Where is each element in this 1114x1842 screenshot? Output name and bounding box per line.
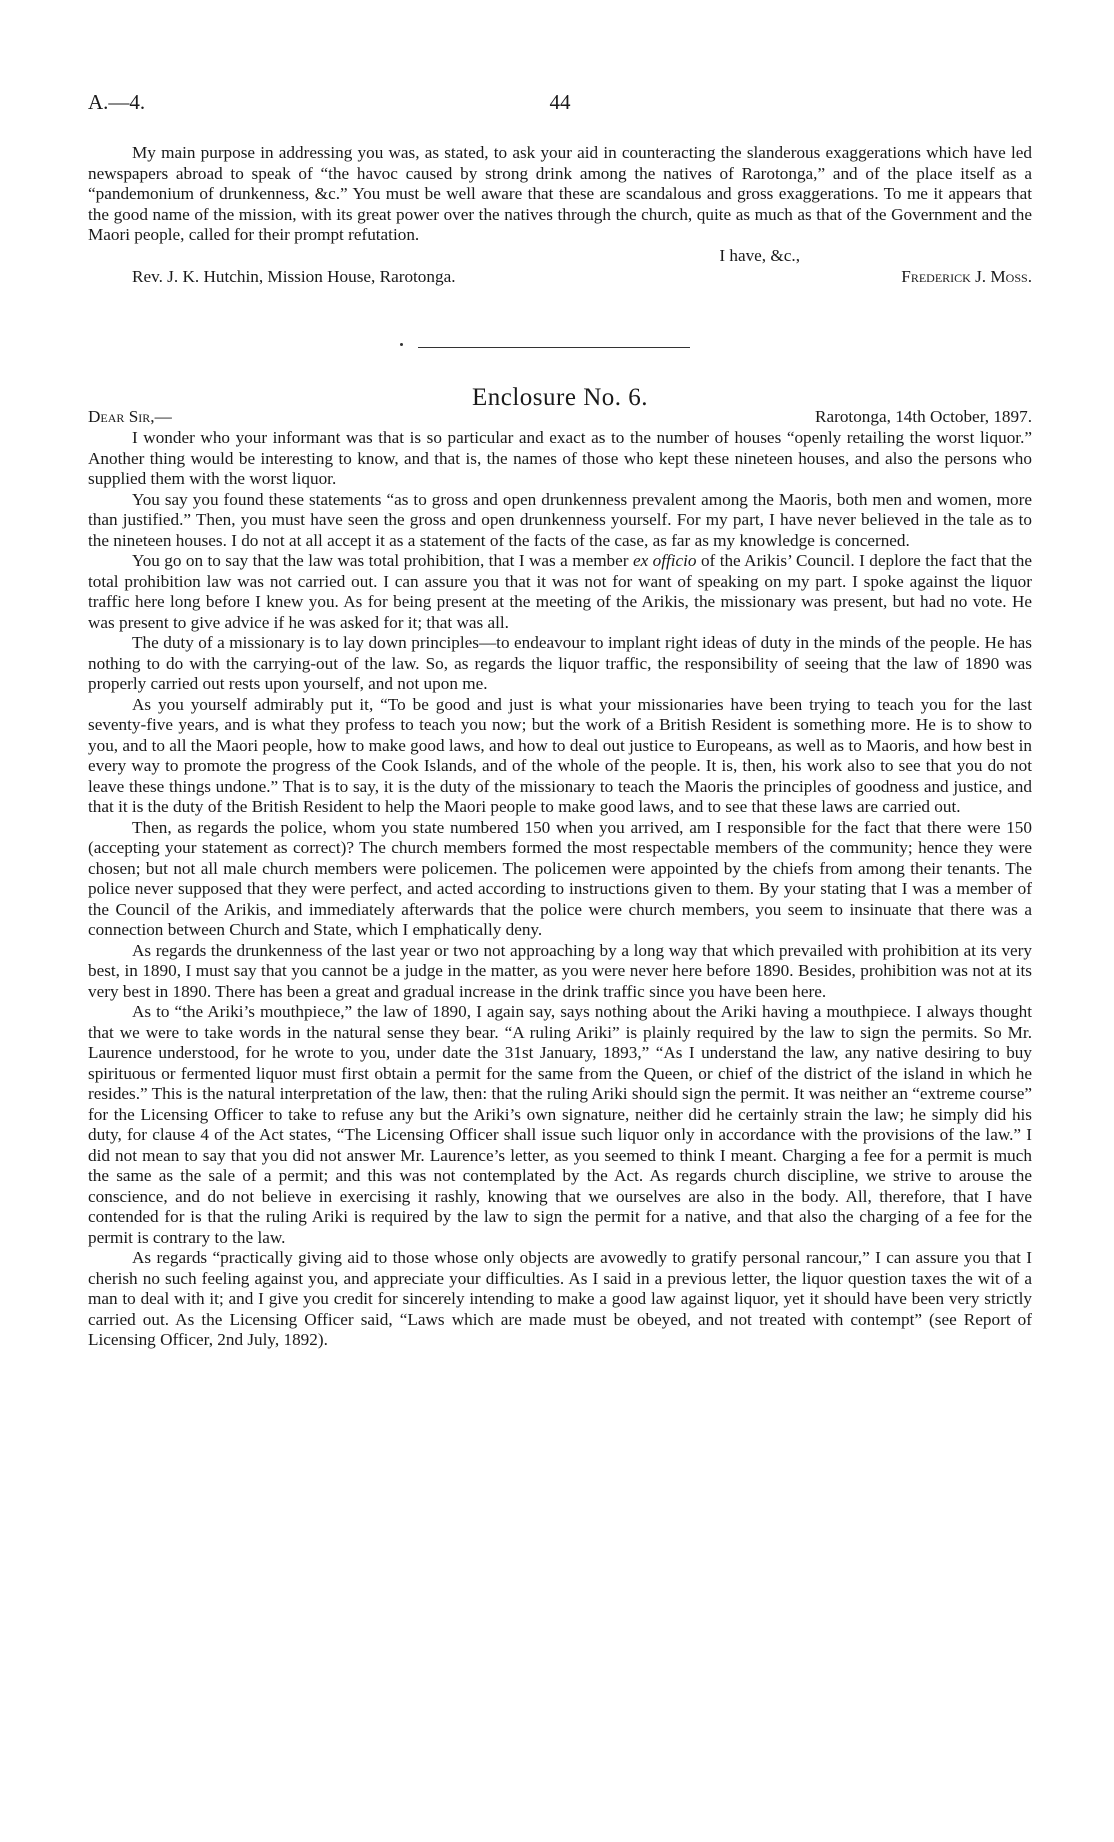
separator-rule <box>418 347 690 348</box>
document-reference: A.—4. <box>88 90 146 114</box>
paragraph-2: You say you found these statements “as to gross and open drunkenness prevalent among the Maoris, both men and women, more than justified.” Then, you must have seen the gross and open drunkenness yourself. For my part, I have never believed in the tale as to the nineteen houses. I do not at all accept it as a statement of the facts of the case, as far as my knowledge is concerned. <box>88 489 1032 550</box>
paragraph-5: As you yourself admirably put it, “To be good and just is what your missionaries have been trying to teach you for the last seventy-five years, and is what they profess to teach you now; but the work of a British Resident is something more. He is to show to you, and to all the Maori people, how to make good laws, and how to deal out justice to Europeans, as well as to Maoris, and how best in every way to promote the progress of the Cook Islands, and of the whole of the people. It is, then, his work also to see that you do not leave these things undone.” That is to say, it is the duty of the missionary to teach the Maoris the principles of goodness and justice, and that it is the duty of the British Resident to help the Maori people to make good laws, and to see that these laws are carried out. <box>88 694 1032 816</box>
separator-dot <box>400 343 403 346</box>
closing-row <box>88 246 1032 267</box>
paragraph-3 <box>88 551 1032 633</box>
closing-phrase: I have, &c., <box>719 245 800 265</box>
salutation-row <box>88 407 1032 428</box>
paragraph-1: I wonder who your informant was that is so particular and exact as to the number of houses “openly retailing the worst liquor.” Another thing would be interesting to know, and that is, the names of those who kept these nineteen houses, and also the persons who supplied them with the worst liquor. <box>88 428 1032 488</box>
addressee-row <box>88 267 1032 288</box>
addressee: Rev. J. K. Hutchin, Mission House, Rarotonga. <box>132 266 456 286</box>
enclosure-title: Enclosure No. 6. <box>471 384 649 411</box>
paragraph-3-rest: of the Arikis’ Council. I deplore the fact that the total prohibition law was not carried out. I can assure you that it was not for want of speaking on my part. I spoke against the liquor traffic here long before I knew you. As for being present at the meeting of the Arikis, the missionary was present, but had no vote. He was present to give advice if he was asked for it; that was all. <box>88 551 1032 632</box>
paragraph-8: As to “the Ariki’s mouthpiece,” the law of 1890, I again say, says nothing about the Ariki having a mouthpiece. I always thought that we were to take words in the natural sense they bear. “A ruling Ariki” is plainly required by the law to sign the permits. So Mr. Laurence understood, for he wrote to you, under date the 31st January, 1893,” “As I understand the law, any native desiring to buy spirituous or fermented liquor must first obtain a permit for the same from the Queen, or chief of the district of the island in which he resides.” This is the natural interpretation of the law, then: that the ruling Ariki should sign the permit. It was neither an “extreme course” for the Licensing Officer to take to refuse any but the Ariki’s own signature, neither did he certainly strain the law; he simply did his duty, for clause 4 of the Act states, “The Licensing Officer shall issue such liquor only in accordance with the provisions of the law.” I did not mean to say that you did not answer Mr. Laurence’s letter, as you seemed to think I meant. Charging a fee for a permit is much the same as the sale of a permit; and this was not contemplated by the Act. As regards church discipline, we strive to arouse the conscience, and do not believe in exercising it rashly, knowing that we ourselves are also in the body. All, therefore, that I have contended for is that the ruling Ariki is required by the law to sign the permit for a native, and that also the charging of a fee for the permit is contrary to the law. <box>88 1002 1032 1247</box>
page-number: 44 <box>549 90 571 114</box>
closing-paragraph: My main purpose in addressing you was, as stated, to ask your aid in counteracting the slanderous exaggerations which have led newspapers abroad to speak of “the havoc caused by strong drink among the natives of Rarotonga,” and of the place itself as a “pandemonium of drunkenness, &c.” You must be well aware that these are scandalous and gross exaggerations. To me it appears that the good name of the mission, with its great power over the natives through the church, quite as much as that of the Government and the Maori people, called for their prompt refutation. <box>88 143 1032 244</box>
paragraph-3-lead: You go on to say that the law was total prohibition, that I was a member <box>132 551 629 570</box>
signature: Frederick J. Moss. <box>901 266 1032 286</box>
paragraph-4: The duty of a missionary is to lay down principles—to endeavour to implant right ideas of duty in the minds of the people. He has nothing to do with the carrying-out of the law. So, as regards the liquor traffic, the responsibility of seeing that the law of 1890 was properly carried out rests upon yourself, and not upon me. <box>88 633 1032 693</box>
paragraph-6: Then, as regards the police, whom you state numbered 150 when you arrived, am I responsible for the fact that there were 150 (accepting your statement as correct)? The church members formed the most respectable members of the community; hence they were chosen; but not all male church members were policemen. The policemen were appointed by the chiefs from among their tenants. The police never supposed that they were perfect, and acted according to instructions given to them. By your stating that I was a member of the Council of the Arikis, and immediately afterwards that the police were church members, you seem to insinuate that there was a connection between Church and State, which I emphatically deny. <box>88 817 1032 939</box>
enclosure-letter <box>88 407 1032 1351</box>
paragraph-7: As regards the drunkenness of the last year or two not approaching by a long way that which prevailed with prohibition at its very best, in 1890, I must say that you cannot be a judge in the matter, as you were never here before 1890. Besides, prohibition was not at its very best in 1890. There has been a great and gradual increase in the drink traffic since you have been here. <box>88 940 1032 1001</box>
page-header <box>88 90 1032 120</box>
paragraph-3-italic: ex officio <box>632 551 697 570</box>
salutation: Dear Sir,— <box>88 407 172 426</box>
letter-closing-section <box>88 143 1032 288</box>
place-date: Rarotonga, 14th October, 1897. <box>815 407 1032 426</box>
paragraph-9: As regards “practically giving aid to those whose only objects are avowedly to gratify personal rancour,” I can assure you that I cherish no such feeling against you, and appreciate your difficulties. As I said in a previous letter, the liquor question taxes the wit of a man to deal with it; and I give you credit for sincerely intending to make a good law against liquor, yet it should have been very strictly carried out. As the Licensing Officer said, “Laws which are made must be obeyed, and not treated with contempt” (see Report of Licensing Officer, 2nd July, 1892). <box>88 1248 1032 1349</box>
